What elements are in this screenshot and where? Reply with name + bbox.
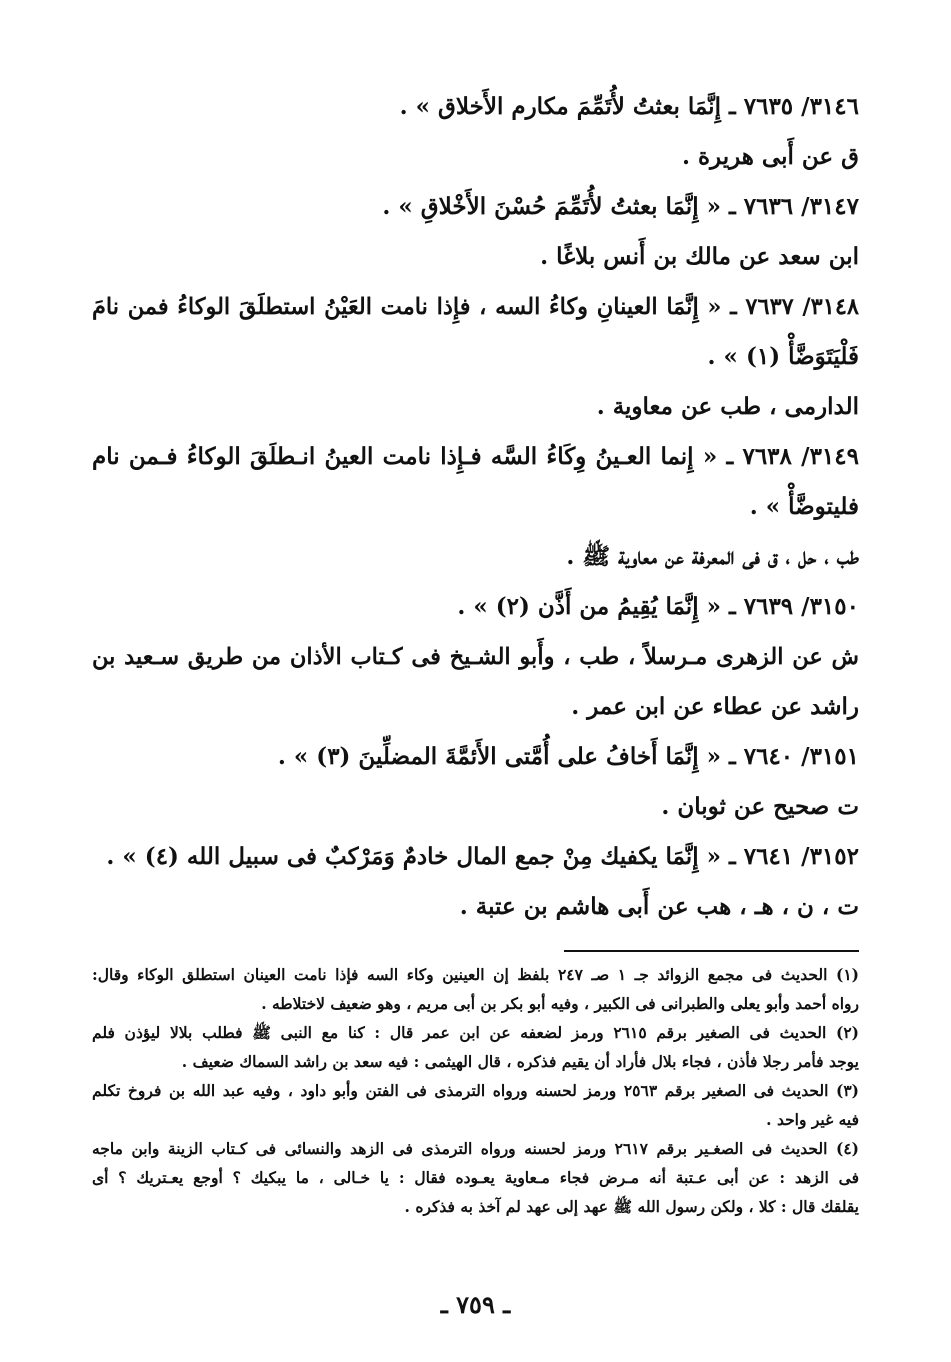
page-number: ـ ٧٥٩ ـ	[440, 1290, 511, 1319]
source-3146: ق عن أَبى هريرة .	[681, 143, 859, 170]
source-3150-cont: راشد عن عطاء عن ابن عمر .	[571, 693, 859, 720]
source-3148: الدارمى ، طب عن معاوية .	[596, 393, 859, 420]
footnote-1-cont: رواه أحمد وأبو يعلى والطبرانى فى الكبير ، وفيه أبو بكر بن أبى مريم ، وهو ضعيف لاختلاطه .	[261, 994, 859, 1013]
footnote-4-end: يقلقك قال : كلا ، ولكن رسول الله ﷺ عهد إلى عهد لم آخذ به فذكره .	[404, 1197, 859, 1216]
footnote-4: (٤) الحديث فى الصغـير برقم ٢٦١٧ ورمز لحسنه ورواه الترمذى فى الزهد والنسائى فى كـتاب الزينة وابن ماجه	[92, 1139, 859, 1158]
hadith-3149-cont: فليتوضَّأْ » .	[749, 493, 859, 520]
hadith-3151: ٣١٥١/ ٧٦٤٠ ـ « إِنَّمَا أَخافُ على أُمَّتى الأَئمَّةَ المضلِّينَ (٣) » .	[277, 743, 859, 770]
hadith-3152: ٣١٥٢/ ٧٦٤١ ـ « إِنَّمَا يكفيك مِنْ جمع المال خادمٌ وَمَرْكبٌ فى سبيل الله (٤) » .	[106, 843, 859, 870]
source-3150: ش عن الزهرى مـرسلاً ، طب ، وأَبو الشـيخ فى كـتاب الأذان من طريق سـعيد بن	[92, 644, 859, 670]
source-3151: ت صحيح عن ثوبان .	[661, 793, 859, 820]
main-text	[92, 82, 859, 932]
footnote-2: (٢) الحديث فى الصغير برقم ٢٦١٥ ورمز لضعفه عن ابن عمر قال : كنا مع النبى ﷺ فطلب بلالا ليؤذن فلم	[92, 1023, 859, 1042]
source-3147: ابن سعد عن مالك بن أَنس بلاغًا .	[540, 243, 859, 270]
footnote-2-cont: يوجد فأمر رجلا فأذن ، فجاء بلال فأراد أن يقيم فذكره ، قال الهيثمى : فيه سعد بن راشد السماك ضعيف .	[181, 1052, 859, 1071]
source-3152: ت ، ن ، هـ ، هب عن أَبى هاشم بن عتبة .	[459, 893, 859, 920]
footnote-3: (٣) الحديث فى الصغير برقم ٢٥٦٣ ورمز لحسنه ورواه الترمذى فى الفتن وأبو داود ، وفيه عبد الله بن فروخ تكلم	[92, 1081, 859, 1100]
hadith-3148-cont: فَلْيَتَوَضَّأْ (١) » .	[707, 343, 859, 370]
hadith-3146: ٣١٤٦/ ٧٦٣٥ ـ إِنَّمَا بعثتُ لأُتَمِّمَ مكارم الأَخلاق » .	[399, 93, 859, 120]
footnote-3-cont: فيه غير واحد .	[766, 1110, 859, 1129]
hadith-3148: ٣١٤٨/ ٧٦٣٧ ـ « إِنَّمَا العينانِ وكاءُ السه ، فإِذا نامت العَيْنُ استطلَقَ الوكاءُ فمن نامَ	[92, 294, 859, 320]
hadith-3149: ٣١٤٩/ ٧٦٣٨ ـ « إِنما العـينُ وِكَاءُ السَّه فـإِذا نامت العينُ انـطلَقَ الوكاءُ فـمن نام	[92, 443, 859, 470]
hadith-3147: ٣١٤٧/ ٧٦٣٦ ـ « إِنَّمَا بعثتُ لأُتَمِّمَ حُسْنَ الأَخْلاقِ » .	[382, 193, 859, 220]
footnote-4-cont: فى الزهد : عن أبى عـتبة أنه مـرض فجاء مـعاوية يعـوده فقال : يا خـالى ، ما يبكيك ؟ أوجع يعـتريك ؟ أى	[92, 1168, 859, 1187]
footnotes	[92, 950, 859, 1221]
footnote-divider	[564, 950, 859, 952]
source-3149: طب ، حل ، ق فى المعرفة عن معاوية ﷺ .	[566, 543, 859, 570]
hadith-3150: ٣١٥٠/ ٧٦٣٩ ـ « إِنَّمَا يُقِيمُ من أَذَّن (٢) » .	[457, 593, 859, 620]
footnote-1: (١) الحديث فى مجمع الزوائد جـ ١ صـ ٢٤٧ بلفظ إن العينين وكاء السه فإذا نامت العينان استطلق الوكاء وقال:	[92, 965, 859, 984]
